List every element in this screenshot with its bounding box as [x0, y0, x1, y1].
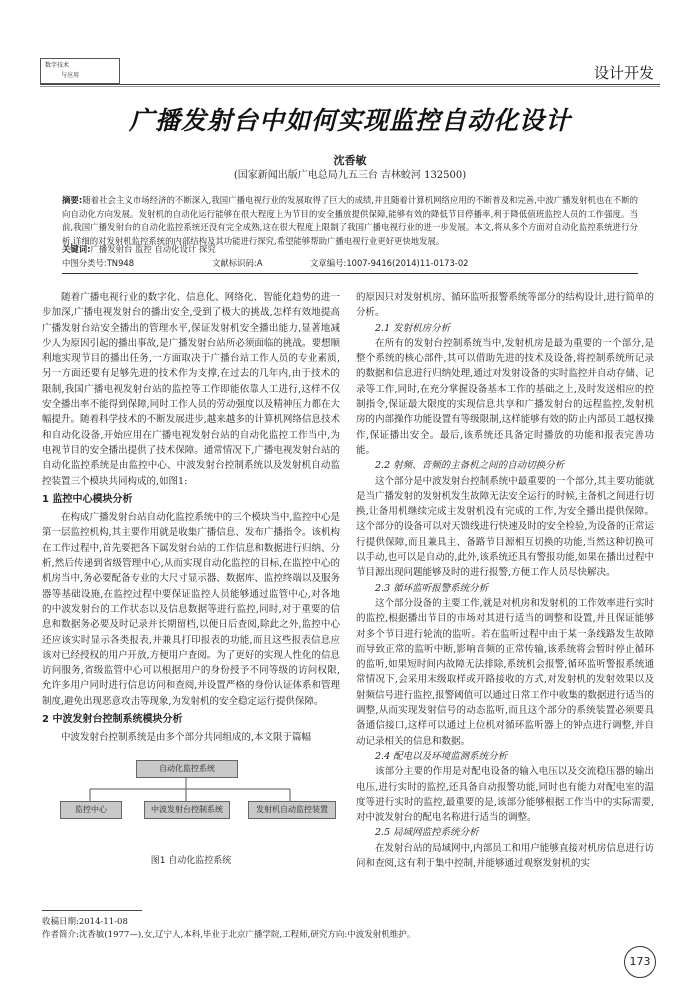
page-number: 173 — [624, 946, 656, 978]
diagram-node-transmitter-monitor: 发射机自动监控装置 — [248, 801, 336, 819]
subsection-2-5-heading: 2.5 局域网监控系统分析 — [375, 827, 479, 839]
subsection-2-3-paragraph: 这个部分设备的主要工作,就是对机房和发射机的工作效率进行实时的监控,根据播出节目的市场对其进行适当的调整和设置,并且保证能够对多个节目进行轮流的监听。若在监听过程中由于某一条线路发生故障而导致正常的监听中断,影响音频的正常传输,该系统将会暂时停止循环的监听,如果短时间内故障无法排除,系统机会报警,循环监听警报系统通常情况下,会采用末级取样或开路接收的方式,对发射机的发射效果以及射频信号进行监控,报警阈值可以通过日常工作中收集的数据进行适当的调整,从而实现发射信号的动态监听,而且这个部分的系统装置必须要具备通信接口,这样可以通过上位机对循环监听器上的钟点进行调整,并自动记录相关的信息和数据。 — [356, 597, 654, 747]
diagram-node-root: 自动化监控系统 — [136, 760, 238, 778]
abstract-rule — [62, 273, 638, 274]
continued-paragraph: 的原因只对发射机房、循环监听报警系统等部分的结构设计,进行简单的分析。 — [356, 292, 654, 319]
keywords-text: 广播发射台 监控 自动化设计 探究 — [90, 244, 216, 254]
keywords-label: 关键词: — [62, 244, 91, 254]
section-heading-2: 2 中波发射台控制系统模块分析 — [42, 714, 183, 726]
abstract — [62, 194, 638, 248]
left-column — [42, 290, 340, 870]
paper-affiliation: (国家新闻出版广电总局九五三台 吉林蛟河 132500) — [233, 170, 467, 181]
journal-name-line1: 数字技术 — [45, 62, 70, 69]
clc-number: 中图分类号:TN948 — [62, 258, 135, 268]
journal-name-line2: 与应用 — [61, 72, 80, 79]
abstract-text: 随着社会主义市场经济的不断深入,我国广播电视行业的发展取得了巨大的成绩,并且随着计算机网络应用的不断普及和完善,中波广播发射机也在不断的向自动化方向发展。发射机的自动化运行能够在很大程度上为节目的安全播放提供保障,能够有效的降低节目停播率,利于降低值班监控人员的工作强度。当前,我国广播发射台的自动化监控系统还没有完全成熟,这在很大程度上限制了我国广播电视行业的进一步发展。本文,将从多个方面对自动化监控系统进行分析,详细的对发射机监控系统的内部结构及其功能进行探究,希望能够帮助广播电视行业更好更快地发展。 — [62, 195, 638, 246]
header-rule-thin — [40, 86, 660, 87]
abstract-label: 摘要: — [62, 195, 83, 205]
received-date: 收稿日期:2014-11-08 — [42, 917, 128, 927]
subsection-2-4-paragraph: 该部分主要的作用是对配电设备的输入电压以及交流稳压器的输出电压,进行实时的监控,还具备自动报警功能,同时也有能力对配电室的温度等进行实时的监控,最重要的是,该部分能够根据工作当中的实际需要,对中波发射台的配电名称进行适当的调整。 — [356, 766, 654, 824]
footnote-rule — [42, 910, 142, 911]
subsection-2-1-paragraph: 在所有的发射台控制系统当中,发射机房是最为重要的一个部分,是整个系统的核心部件,其可以借助先进的技术及设备,将控制系统所记录的数据和信息进行归纳处理,通过对发射设备的实时监控并自动存储、记录等工作,同时,在充分掌握设备基本工作的基础之上,及时发送相应的控制指令,保证最大限度的实现信息共享和广播发射台的远程监控,发射机房的内部操作功能设置有等级限制,这样能够有效的防止内部员工越权操作,保证播出安全。最后,该系统还具备定时播放的功能和报表完善功能。 — [356, 337, 654, 456]
figure-1 — [42, 752, 340, 870]
author-bio: 作者简介:沈香敏(1977—),女,辽宁人,本科,毕业于北京广播学院,工程师,研究方向:中波发射机维护。 — [42, 930, 416, 940]
subsection-2-3-heading: 2.3 循环监听报警系统分析 — [375, 582, 489, 594]
diagram-node-mw-control: 中波发射台控制系统 — [144, 801, 230, 819]
section-tag: 设计开发 — [593, 64, 654, 82]
section-1-paragraph: 在构成广播发射台站自动化监控系统中的三个模块当中,监控中心是第一层监控机构,其主要作用就是收集广播信息、发布广播指令。该机构在工作过程中,首先要把各下属发射台站的工作信息和数据进行归纳、分析,然后传递到省级管理中心,从而实现自动化监控的目标,在监控中心的机房当中,务必要配备专业的大尺寸显示器、数据库、监控终端以及服务器等基础设施,在监控过程中要保证监控人员能够通过监管中心,对各地的中波发射台的工作状态以及信息数据等进行监控,同时,对于重要的信息和数据务必要及时记录并长期留档,以便日后查阅,除此之外,监控中心还应该实时显示各类报表,并兼具打印报表的功能,而且这些报表信息应该对已经授权的用户开放,方便用户查阅。为了更好的实现人性化的信息访问服务,省级监管中心可以根据用户的身份授予不同等级的访问权限,允许多用户同时进行信息访问和查阅,并设置严格的身份认证体系和管理制度,避免出现恶意攻击等现象,为发射机的安全稳定运行提供保障。 — [42, 512, 340, 707]
article-number: 文章编号:1007-9416(2014)11-0173-02 — [310, 258, 469, 268]
diagram-node-monitor-center: 监控中心 — [60, 801, 122, 819]
subsection-2-2-heading: 2.2 射频、音频的主备机之间的自动切换分析 — [375, 460, 565, 472]
footnote — [42, 916, 415, 942]
document-code: 文献标识码:A — [212, 258, 263, 268]
subsection-2-2-paragraph: 这个部分是中波发射台控制系统中最重要的一个部分,其主要功能就是当广播发射的发射机发生故障无法安全运行的时候,主备机之间进行切换,让备用机继续完成主发射机没有完成的工作,为安全播出提供保障。这个部分的设备可以对天馈线进行快速及时的安全检验,为设备的正常运行提供保障,而且兼具主、备路节目源相互切换的功能,当然这种切换可以手动,也可以是自动的,此外,该系统还具有警报功能,如果在播出过程中节目源出现问题能够及时的进行报警,方便工作人员尽快解决。 — [356, 475, 654, 579]
header-rule — [40, 84, 660, 85]
subsection-2-1-heading: 2.1 发射机房分析 — [375, 322, 451, 334]
paper-author: 沈香敏 — [333, 154, 367, 167]
intro-paragraph: 随着广播电视行业的数字化、信息化、网络化、智能化趋势的进一步加深,广播电视发射台的播出安全,受到了极大的挑战,怎样有效地提高广播发射台站安全播出的管理水平,保证发射机安全播出能力,显著地减少人为原因引起的播出事故,是广播发射台站所必须面临的挑战。要想顺利地实现节目的播出任务,一方面取决于广播台站工作人员的专业素质,另一方面还要有足够先进的技术作为支撑,在过去的几年内,由于技术的限制,我国广播电视发射台站的监控等工作即能依靠人工进行,这样不仅安全播出率不能得到保障,同时工作人员的劳动强度以及精神压力都在大幅提升。随着科学技术的不断发展进步,越来越多的计算机网络信息技术和自动化设备,开始应用在广播电视发射台站的自动化监控工作当中,为电视节目的安全播出提供了技术保障。通常情况下,广播电视发射台站的自动化监控系统是由监控中心、中波发射台控制系统以及发射机自动监控装置三个模块共同构成的,如图1: — [42, 292, 340, 487]
right-column — [356, 290, 654, 871]
subsection-2-5-paragraph: 在发射台站的局域网中,内部员工和用户能够直接对机房信息进行访问和查阅,这有利于集中控制,并能够通过观察发射机的实 — [356, 842, 654, 869]
paper-title: 广播发射台中如何实现监控自动化设计 — [128, 106, 571, 135]
section-2-paragraph: 中波发射台控制系统是由多个部分共同组成的,本文限于篇幅 — [61, 732, 312, 744]
section-heading-1: 1 监控中心模块分析 — [42, 493, 133, 505]
figure-caption: 图1 自动化监控系统 — [150, 856, 232, 867]
subsection-2-4-heading: 2.4 配电以及环境监测系统分析 — [375, 750, 508, 762]
journal-badge — [40, 58, 120, 84]
keywords — [62, 243, 638, 255]
